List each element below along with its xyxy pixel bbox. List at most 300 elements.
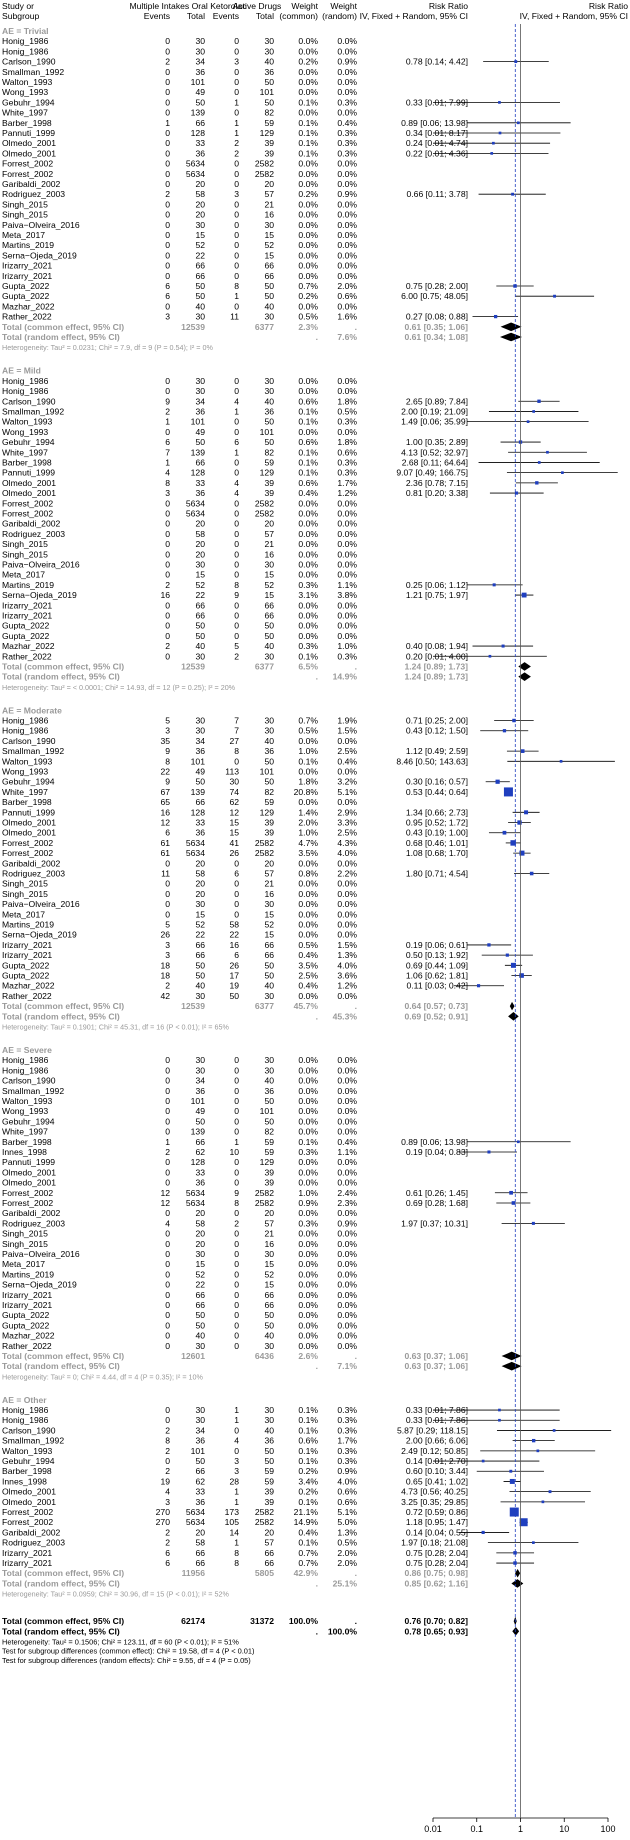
total-risk-ratio-ci: 0.64 [0.57; 0.73] xyxy=(404,1001,468,1012)
effect-square xyxy=(498,1419,501,1422)
events-2: 19 xyxy=(229,980,239,991)
total-2: 66 xyxy=(264,1289,274,1300)
total-2: 30 xyxy=(264,375,274,386)
weight-common: 0.0% xyxy=(298,559,318,570)
events-2: 0 xyxy=(234,1116,239,1127)
study-name: Olmedo_2001 xyxy=(2,817,56,828)
subgroup-heterogeneity: Heterogeneity: Tau² = < 0.0001; Chi² = 14.93, df = 12 (P = 0.25); I² = 20% xyxy=(2,682,236,692)
study-name: Barber_1998 xyxy=(2,1466,52,1477)
total-2: 36 xyxy=(264,66,274,77)
events-2: 0 xyxy=(234,1340,239,1351)
study-name: Rodriguez_2003 xyxy=(2,528,66,539)
header-total-2: Total xyxy=(255,11,274,21)
weight-common: 0.0% xyxy=(298,1167,318,1178)
total-1: 58 xyxy=(195,189,205,200)
study-name: Barber_1998 xyxy=(2,1136,52,1147)
total-1: 30 xyxy=(195,725,205,736)
study-name: Forrest_2002 xyxy=(2,1507,54,1518)
study-name: Barber_1998 xyxy=(2,117,52,128)
weight-random: 0.0% xyxy=(337,1259,357,1270)
total-1: 36 xyxy=(195,488,205,499)
events-1: 0 xyxy=(165,600,170,611)
weight-random: 0.6% xyxy=(337,447,357,458)
weight-common: 0.7% xyxy=(298,1547,318,1558)
total-2: 66 xyxy=(264,260,274,271)
diamond-common xyxy=(515,1569,520,1578)
risk-ratio-ci: 1.49 [0.06; 35.99] xyxy=(401,416,468,427)
weight-random: 0.0% xyxy=(337,1228,357,1239)
total-1: 50 xyxy=(195,1320,205,1331)
weight-common: 0.0% xyxy=(298,1259,318,1270)
events-2: 0 xyxy=(234,426,239,437)
events-2: 0 xyxy=(234,559,239,570)
total-1: 36 xyxy=(195,1177,205,1188)
total-1: 20 xyxy=(195,888,205,899)
total-2: 66 xyxy=(264,600,274,611)
x-axis-tick-label: 1 xyxy=(517,1824,524,1834)
total-2: 36 xyxy=(264,1085,274,1096)
effect-square xyxy=(522,593,527,598)
effect-square xyxy=(499,132,502,135)
study-name: Meta_2017 xyxy=(2,230,46,240)
total-weight-random: . xyxy=(354,1350,357,1361)
events-1: 0 xyxy=(165,549,170,560)
total-1: 50 xyxy=(195,1456,205,1467)
events-2: 14 xyxy=(229,1527,239,1538)
total-2: 20 xyxy=(264,1208,274,1219)
weight-random: 0.6% xyxy=(337,1496,357,1507)
subgroup-heterogeneity: Heterogeneity: Tau² = 0.0959; Chi² = 30.96, df = 15 (P < 0.01); I² = 52% xyxy=(2,1589,229,1599)
study-name: White_1997 xyxy=(2,107,48,118)
total-2: 59 xyxy=(264,1476,274,1487)
study-name: Gupta_2022 xyxy=(2,1310,50,1321)
study-name: Singh_2015 xyxy=(2,1238,48,1249)
events-2: 15 xyxy=(229,827,239,838)
effect-square xyxy=(519,973,524,978)
total-1: 33 xyxy=(195,1167,205,1178)
weight-common: 0.1% xyxy=(298,97,318,108)
total-2: 40 xyxy=(264,56,274,67)
total-n2: 6377 xyxy=(254,661,274,672)
events-2: 1 xyxy=(234,1136,239,1147)
events-1: 2 xyxy=(165,1146,170,1157)
events-1: 2 xyxy=(165,1425,170,1436)
total-2: 129 xyxy=(259,467,274,478)
total-1: 20 xyxy=(195,549,205,560)
weight-random: 0.0% xyxy=(337,179,357,189)
total-2: 66 xyxy=(264,1547,274,1558)
total-1: 30 xyxy=(195,715,205,726)
events-2: 1 xyxy=(234,128,239,138)
weight-common: 2.5% xyxy=(298,970,318,981)
events-1: 0 xyxy=(165,1289,170,1300)
study-name: Rather_2022 xyxy=(2,990,52,1001)
total-2: 66 xyxy=(264,270,274,281)
events-2: 0 xyxy=(234,600,239,611)
weight-random: 0.9% xyxy=(337,1218,357,1229)
study-name: Martins_2019 xyxy=(2,1269,55,1280)
weight-random: 0.0% xyxy=(337,1208,357,1219)
total-2: 50 xyxy=(264,97,274,108)
total-2: 129 xyxy=(259,1157,274,1168)
total-1: 36 xyxy=(195,1435,205,1446)
events-2: 0 xyxy=(234,539,239,550)
study-name: Mazhar_2022 xyxy=(2,980,55,991)
events-2: 12 xyxy=(229,807,239,818)
weight-random: 4.3% xyxy=(337,837,357,848)
weight-common: 0.0% xyxy=(298,107,318,118)
weight-common: 0.0% xyxy=(298,899,318,910)
events-1: 0 xyxy=(165,498,170,509)
total-1: 58 xyxy=(195,1218,205,1229)
weight-random: 0.0% xyxy=(337,1320,357,1331)
risk-ratio-ci: 0.53 [0.44; 0.64] xyxy=(405,786,468,797)
total-2: 40 xyxy=(264,980,274,991)
weight-common: 0.0% xyxy=(298,528,318,539)
weight-common: 0.6% xyxy=(298,396,318,407)
weight-common: 0.1% xyxy=(298,1425,318,1436)
total-1: 36 xyxy=(195,148,205,159)
events-2: 0 xyxy=(234,87,239,98)
total-1: 50 xyxy=(195,776,205,787)
weight-random: 0.0% xyxy=(337,630,357,641)
study-name: Smallman_1992 xyxy=(2,406,65,417)
weight-random: 1.7% xyxy=(337,1435,357,1446)
total-2: 2582 xyxy=(254,508,274,519)
effect-square xyxy=(489,655,492,658)
total-2: 15 xyxy=(264,1279,274,1290)
header-plot-method: IV, Fixed + Random, 95% CI xyxy=(519,11,628,21)
total-1: 66 xyxy=(195,117,205,128)
total-weight-random: 45.3% xyxy=(332,1011,357,1022)
events-2: 50 xyxy=(229,990,239,1001)
risk-ratio-ci: 0.25 [0.06; 1.12] xyxy=(405,579,468,590)
total-2: 30 xyxy=(264,899,274,910)
total-2: 50 xyxy=(264,620,274,631)
weight-common: 0.0% xyxy=(298,240,318,251)
weight-random: 0.0% xyxy=(337,386,357,397)
total-2: 2582 xyxy=(254,158,274,169)
weight-common: 0.3% xyxy=(298,579,318,590)
weight-common: 0.1% xyxy=(298,457,318,468)
weight-random: 0.0% xyxy=(337,1248,357,1259)
events-1: 3 xyxy=(165,725,170,736)
study-name: Gebuhr_1994 xyxy=(2,1116,55,1127)
weight-common: 1.0% xyxy=(298,827,318,838)
total-2: 101 xyxy=(259,87,274,98)
total-1: 50 xyxy=(195,960,205,971)
events-1: 0 xyxy=(165,878,170,889)
study-name: Walton_1993 xyxy=(2,1445,53,1456)
total-1: 30 xyxy=(195,1415,205,1426)
events-1: 0 xyxy=(165,1228,170,1239)
events-2: 0 xyxy=(234,386,239,397)
events-1: 3 xyxy=(165,311,170,322)
total-2: 129 xyxy=(259,128,274,138)
total-weight-random: 7.6% xyxy=(337,332,357,342)
total-2: 40 xyxy=(264,1330,274,1341)
weight-random: 0.6% xyxy=(337,291,357,302)
total-2: 57 xyxy=(264,1537,274,1548)
events-1: 0 xyxy=(165,559,170,570)
total-1: 50 xyxy=(195,970,205,981)
study-name: Forrest_2002 xyxy=(2,168,54,179)
effect-square xyxy=(494,315,497,318)
weight-common: 0.0% xyxy=(298,797,318,808)
study-name: Walton_1993 xyxy=(2,77,53,87)
total-common-label: Total (common effect, 95% CI) xyxy=(2,1616,125,1627)
study-name: Gebuhr_1994 xyxy=(2,97,55,108)
events-1: 0 xyxy=(165,528,170,539)
total-1: 128 xyxy=(190,467,205,478)
effect-square xyxy=(509,1191,513,1195)
weight-common: 0.0% xyxy=(298,168,318,179)
events-1: 5 xyxy=(165,919,170,930)
study-name: Singh_2015 xyxy=(2,199,48,210)
x-axis-tick-label: 100 xyxy=(600,1824,616,1834)
weight-common: 0.5% xyxy=(298,311,318,322)
risk-ratio-ci: 0.75 [0.28; 2.00] xyxy=(405,281,468,291)
events-2: 7 xyxy=(234,715,239,726)
events-1: 0 xyxy=(165,1095,170,1106)
total-2: 39 xyxy=(264,1167,274,1178)
weight-common: 0.0% xyxy=(298,46,318,57)
total-1: 33 xyxy=(195,1486,205,1497)
risk-ratio-ci: 6.00 [0.75; 48.05] xyxy=(401,291,468,302)
total-1: 20 xyxy=(195,1238,205,1249)
weight-common: 0.0% xyxy=(298,1085,318,1096)
total-2: 66 xyxy=(264,950,274,961)
events-1: 0 xyxy=(165,77,170,87)
events-1: 6 xyxy=(165,1558,170,1569)
events-1: 0 xyxy=(165,858,170,869)
weight-common: 0.0% xyxy=(298,878,318,889)
weight-common: 0.0% xyxy=(298,375,318,386)
events-2: 9 xyxy=(234,1187,239,1198)
total-random-label: Total (random effect, 95% CI) xyxy=(2,332,120,342)
total-1: 30 xyxy=(195,46,205,57)
total-1: 50 xyxy=(195,1310,205,1321)
risk-ratio-ci: 2.65 [0.89; 7.84] xyxy=(405,396,468,407)
study-name: Walton_1993 xyxy=(2,1095,53,1106)
total-1: 52 xyxy=(195,919,205,930)
total-1: 5634 xyxy=(185,1197,205,1208)
total-2: 39 xyxy=(264,148,274,159)
weight-common: 0.0% xyxy=(298,498,318,509)
study-name: Carlson_1990 xyxy=(2,1425,56,1436)
events-2: 0 xyxy=(234,756,239,767)
total-1: 22 xyxy=(195,250,205,261)
total-1: 66 xyxy=(195,270,205,281)
total-1: 66 xyxy=(195,950,205,961)
total-weight-random: 25.1% xyxy=(332,1578,357,1589)
x-axis-tick-label: 0.01 xyxy=(424,1824,442,1834)
events-2: 3 xyxy=(234,189,239,200)
weight-random: 0.9% xyxy=(337,1466,357,1477)
total-1: 5634 xyxy=(185,848,205,859)
events-2: 0 xyxy=(234,1330,239,1341)
events-1: 0 xyxy=(165,1126,170,1137)
weight-common: 0.1% xyxy=(298,1405,318,1416)
total-2: 40 xyxy=(264,396,274,407)
weight-random: 0.0% xyxy=(337,240,357,251)
weight-common: 0.0% xyxy=(298,1095,318,1106)
risk-ratio-ci: 2.00 [0.19; 21.09] xyxy=(401,406,468,417)
study-name: Forrest_2002 xyxy=(2,508,54,519)
events-2: 74 xyxy=(229,786,239,797)
weight-random: 0.9% xyxy=(337,56,357,67)
events-1: 2 xyxy=(165,1445,170,1456)
footer-test: Heterogeneity: Tau² = 0.1506; Chi² = 123.11, df = 60 (P < 0.01); I² = 51% xyxy=(2,1637,239,1647)
effect-square xyxy=(517,820,521,824)
study-name: Rather_2022 xyxy=(2,651,52,662)
weight-common: 0.0% xyxy=(298,766,318,777)
total-risk-ratio-ci: 0.85 [0.62; 1.16] xyxy=(404,1578,468,1589)
effect-square xyxy=(560,760,563,763)
total-2: 30 xyxy=(264,1405,274,1416)
total-1: 22 xyxy=(195,1279,205,1290)
weight-random: 0.0% xyxy=(337,199,357,210)
total-2: 30 xyxy=(264,386,274,397)
study-name: Irizarry_2021 xyxy=(2,1289,53,1300)
total-n1: 12539 xyxy=(181,321,205,332)
total-1: 5634 xyxy=(185,498,205,509)
total-2: 30 xyxy=(264,715,274,726)
weight-random: 0.3% xyxy=(337,148,357,159)
total-2: 66 xyxy=(264,1299,274,1310)
weight-common: 0.0% xyxy=(298,1075,318,1086)
risk-ratio-ci: 0.33 [0.01; 7.86] xyxy=(405,1405,468,1416)
events-2: 0 xyxy=(234,66,239,77)
total-1: 66 xyxy=(195,797,205,808)
events-1: 0 xyxy=(165,138,170,149)
events-1: 18 xyxy=(160,970,170,981)
total-2: 57 xyxy=(264,528,274,539)
total-1: 101 xyxy=(190,1095,205,1106)
events-1: 18 xyxy=(160,960,170,971)
total-1: 66 xyxy=(195,610,205,621)
risk-ratio-ci: 1.00 [0.35; 2.89] xyxy=(405,437,468,448)
study-name: Innes_1998 xyxy=(2,1476,47,1487)
events-1: 8 xyxy=(165,756,170,767)
weight-random: 0.3% xyxy=(337,467,357,478)
weight-common: 0.1% xyxy=(298,467,318,478)
weight-common: 14.9% xyxy=(293,1517,318,1528)
events-1: 0 xyxy=(165,1106,170,1117)
total-1: 36 xyxy=(195,746,205,757)
total-1: 66 xyxy=(195,1466,205,1477)
total-1: 34 xyxy=(195,1425,205,1436)
risk-ratio-ci: 1.08 [0.68; 1.70] xyxy=(405,848,468,859)
events-1: 2 xyxy=(165,56,170,67)
total-2: 50 xyxy=(264,77,274,87)
events-1: 6 xyxy=(165,1547,170,1558)
risk-ratio-ci: 0.75 [0.28; 2.04] xyxy=(405,1547,468,1558)
weight-random: 1.2% xyxy=(337,980,357,991)
weight-random: 0.0% xyxy=(337,600,357,611)
events-2: 0 xyxy=(234,301,239,312)
weight-common: 0.0% xyxy=(298,919,318,930)
events-2: 0 xyxy=(234,878,239,889)
events-2: 0 xyxy=(234,240,239,251)
events-1: 0 xyxy=(165,209,170,220)
events-2: 0 xyxy=(234,630,239,641)
study-name: Olmedo_2001 xyxy=(2,827,56,838)
weight-common: 4.7% xyxy=(298,837,318,848)
events-2: 1 xyxy=(234,1405,239,1416)
weight-random: 1.3% xyxy=(337,950,357,961)
weight-common: 0.0% xyxy=(298,630,318,641)
total-1: 5634 xyxy=(185,1517,205,1528)
total-1: 49 xyxy=(195,766,205,777)
total-1: 49 xyxy=(195,1106,205,1117)
total-1: 33 xyxy=(195,138,205,149)
total-weight-common: 45.7% xyxy=(293,1001,318,1012)
diamond-random xyxy=(502,1362,522,1371)
events-2: 0 xyxy=(234,209,239,220)
effect-square xyxy=(537,400,540,403)
events-1: 6 xyxy=(165,827,170,838)
total-2: 20 xyxy=(264,1527,274,1538)
total-2: 15 xyxy=(264,929,274,940)
study-name: Forrest_2002 xyxy=(2,848,54,859)
weight-common: 0.1% xyxy=(298,1456,318,1467)
total-1: 139 xyxy=(190,107,205,118)
total-2: 36 xyxy=(264,406,274,417)
weight-random: 0.0% xyxy=(337,66,357,77)
total-2: 40 xyxy=(264,301,274,312)
weight-random: 1.5% xyxy=(337,939,357,950)
total-2: 30 xyxy=(264,651,274,662)
weight-common: 0.1% xyxy=(298,1415,318,1426)
events-2: 0 xyxy=(234,46,239,57)
events-2: 0 xyxy=(234,219,239,230)
weight-random: 0.0% xyxy=(337,1055,357,1066)
events-1: 0 xyxy=(165,1238,170,1249)
total-2: 2582 xyxy=(254,837,274,848)
weight-random: 0.0% xyxy=(337,301,357,312)
total-1: 20 xyxy=(195,878,205,889)
effect-square xyxy=(535,481,538,484)
events-1: 0 xyxy=(165,620,170,631)
weight-common: 0.0% xyxy=(298,386,318,397)
weight-random: 0.0% xyxy=(337,1330,357,1341)
events-1: 0 xyxy=(165,199,170,210)
total-weight-common: 42.9% xyxy=(293,1568,318,1579)
events-1: 0 xyxy=(165,270,170,281)
total-1: 5634 xyxy=(185,168,205,179)
weight-common: 0.0% xyxy=(298,219,318,230)
total-1: 20 xyxy=(195,199,205,210)
total-1: 22 xyxy=(195,929,205,940)
weight-common: 0.0% xyxy=(298,1126,318,1137)
events-2: 0 xyxy=(234,416,239,427)
study-name: Singh_2015 xyxy=(2,878,48,889)
effect-square xyxy=(482,1460,485,1463)
study-name: Honig_1986 xyxy=(2,375,49,386)
total-2: 20 xyxy=(264,858,274,869)
risk-ratio-ci: 5.87 [0.29; 118.15] xyxy=(396,1425,468,1436)
events-2: 0 xyxy=(234,1238,239,1249)
events-2: 11 xyxy=(230,311,239,322)
total-1: 33 xyxy=(195,817,205,828)
study-name: Garibaldi_2002 xyxy=(2,1208,61,1219)
weight-random: 0.0% xyxy=(337,219,357,230)
events-2: 2 xyxy=(234,651,239,662)
weight-random: 0.0% xyxy=(337,1167,357,1178)
weight-common: 0.4% xyxy=(298,1527,318,1538)
weight-random: 0.0% xyxy=(337,1065,357,1076)
